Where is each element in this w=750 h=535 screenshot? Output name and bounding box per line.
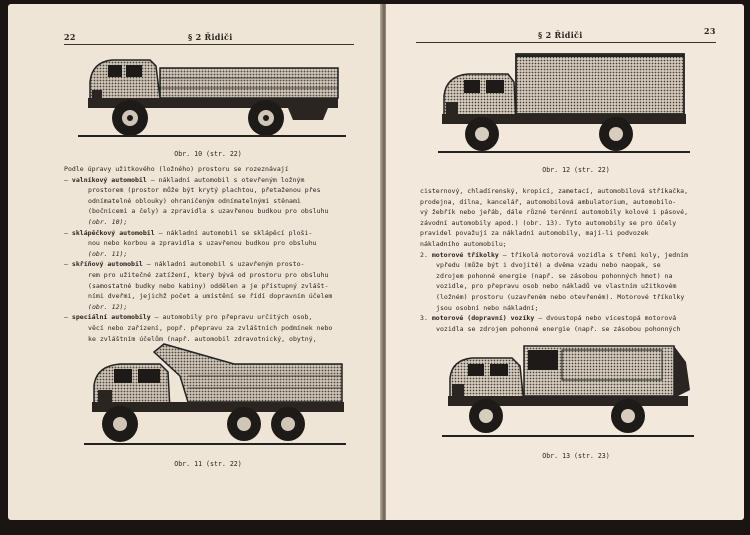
fig13-caption: Obr. 13 (str. 23) — [542, 452, 610, 460]
left-page — [8, 4, 382, 520]
fig12-caption: Obr. 12 (str. 22) — [542, 166, 610, 174]
text-line: — valníkový automobil — nákladní automobil s otevřeným ložným — [64, 175, 305, 184]
text-line: zdrojem pohonné energie (např. se zásobou pohonných hmot) na — [436, 271, 673, 280]
text-line: (obr. 11); — [88, 249, 128, 258]
dump-truck-illustration — [84, 342, 348, 450]
text-line: věcí nebo zařízení, popř. přepravu za zvláštních podmínek nebo — [88, 323, 333, 332]
text-line: nou nebo korbou a zpravidla s uzavřenou budkou pro obsluhu — [88, 239, 317, 248]
text-line: nákladního automobilu; — [420, 239, 507, 248]
text-line: (obr. 10); — [88, 217, 128, 226]
term-trikolky: motorové tříkolky — [431, 250, 499, 259]
right-page — [386, 4, 744, 520]
fig10-caption: Obr. 10 (str. 22) — [174, 150, 242, 158]
text-line: prodejna, dílna, kancelář, automobilová ambulatorium, automobilo- — [420, 197, 677, 206]
text-line: prostorem (prostor může být krytý plachtou, přetaženou přes — [88, 186, 321, 195]
term-voziky: motorové (dopravní) vozíky — [431, 314, 535, 323]
left-page-number: 22 — [64, 32, 76, 42]
text-line: 2. motorové tříkolky — tříkolá motorová vozidla s třemi koly, jedním — [420, 250, 689, 259]
text-line: vpředu (může být i dvojité) a dvěma vzadu nebo naopak, se — [436, 261, 661, 270]
text-line: — sklápěčkový automobil — nákladní automobil se sklápěcí ploši- — [64, 228, 313, 237]
left-header-rule — [64, 44, 354, 45]
left-running-head: § 2 Řidiči — [188, 32, 233, 42]
text-line: (samostatné budky nebo kabiny) oddělen a je přístupný zvlášt- — [88, 281, 329, 290]
right-header-rule — [416, 42, 716, 43]
text-line: (obr. 12); — [88, 302, 128, 311]
text-line: — skříňový automobil — nákladní automobil s uzavřeným prosto- — [64, 260, 305, 269]
flatbed-truck-illustration — [78, 52, 348, 140]
text-line: 3. motorové (dopravní) vozíky — dvoustopá nebo vícestopá motorová — [420, 314, 677, 323]
term-valnik: valníkový automobil — [71, 175, 147, 184]
special-truck-illustration — [442, 338, 696, 442]
text-line: cisternový, chladírenský, kropicí, zametací, automobilová stříkačka, — [420, 187, 689, 195]
term-skrin: skříňový automobil — [71, 260, 143, 269]
right-body-text — [420, 186, 738, 334]
fig11-caption: Obr. 11 (str. 22) — [174, 460, 242, 468]
text-line: vozidle, pro přepravu osob nebo nákladů ve vlastním užitkovém — [436, 282, 677, 291]
text-line: odnímatelné oblouky) ohraničeným odnímatelnými stěnami — [88, 196, 301, 205]
text-line: — speciální automobily — automobily pro přepravu určitých osob, — [64, 313, 313, 322]
text-line: vozidla se zdrojem pohonné energie (např. se zásobou pohonných — [436, 324, 681, 333]
box-truck-illustration — [438, 50, 692, 156]
text-line: ními dveřmi, jejichž počet a umístění se řídí dopravním účelem — [88, 292, 333, 301]
text-line: (ložném) prostoru (uzavřeném nebo otevřeném). Motorové tříkolky — [436, 292, 685, 301]
left-body-text — [64, 164, 364, 344]
text-line: pravidel považují za nákladní automobily, mají-li podvozek — [420, 229, 649, 238]
right-running-head: § 2 Řidiči — [538, 30, 583, 40]
term-sklapec: sklápěčkový automobil — [71, 228, 155, 237]
right-page-number: 23 — [704, 26, 716, 36]
text-line: (bočnicemi a čely) a zpravidla s uzavřenou budkou pro obsluhu — [88, 207, 329, 216]
text-line: vý žebřík nebo jeřáb, dále různé terénní automobily kolové i pásové, — [420, 208, 689, 217]
text-line: závodní automobily apod.) (obr. 13). Tyto automobily se pro účely — [420, 218, 677, 227]
text-line: jsou osobní nebo nákladní; — [436, 303, 539, 312]
text-line: ke zvláštním účelům (např. automobil zdravotnický, obytný, — [88, 334, 317, 343]
term-special: speciální automobily — [71, 313, 151, 322]
text-line: Podle úpravy užitkového (ložného) prostoru se rozeznávají — [64, 165, 289, 173]
text-line: rem pro užitečné zatížení, který bývá od prostoru pro obsluhu — [88, 270, 329, 279]
